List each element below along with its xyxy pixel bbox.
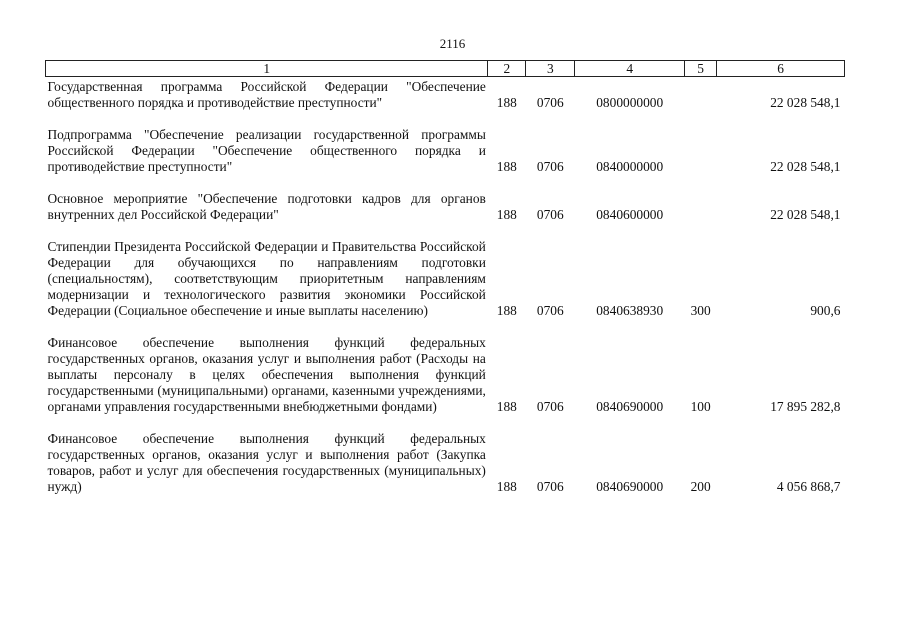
table-header-row xyxy=(46,61,845,77)
row-csr: 0840600000 xyxy=(596,207,664,222)
row-description: Основное мероприятие "Обеспечение подготовки кадров для органов внутренних дел Российской Федерации" xyxy=(47,191,486,222)
column-header-4: 4 xyxy=(575,61,685,77)
row-description: Финансовое обеспечение выполнения функций федеральных государственных органов, оказания услуг и выполнения работ (Закупка товаров, работ и услуг для обеспечения государственных (муниципальных) нужд) xyxy=(47,431,486,494)
column-header-6: 6 xyxy=(717,61,845,77)
row-amount: 22 028 548,1 xyxy=(770,159,841,174)
row-vr: 300 xyxy=(690,303,711,318)
row-rz: 0706 xyxy=(536,479,564,494)
row-vr xyxy=(685,77,717,126)
row-csr: 0840690000 xyxy=(596,399,664,414)
row-csr: 0840638930 xyxy=(596,303,664,318)
row-csr: 0800000000 xyxy=(596,95,664,110)
column-header-1: 1 xyxy=(46,61,488,77)
row-vr: 200 xyxy=(690,479,711,494)
row-csr: 0840000000 xyxy=(596,159,664,174)
row-rz: 0706 xyxy=(536,159,564,174)
row-gr: 188 xyxy=(496,479,517,494)
column-header-3: 3 xyxy=(526,61,575,77)
row-amount: 22 028 548,1 xyxy=(770,207,841,222)
row-rz: 0706 xyxy=(536,207,564,222)
row-vr xyxy=(685,125,717,189)
row-vr xyxy=(685,189,717,237)
column-header-5: 5 xyxy=(685,61,717,77)
row-amount: 900,6 xyxy=(810,303,841,318)
row-rz: 0706 xyxy=(536,303,564,318)
row-vr: 100 xyxy=(690,399,711,414)
row-gr: 188 xyxy=(496,399,517,414)
row-description: Государственная программа Российской Федерации "Обеспечение общественного порядка и противодействие преступности" xyxy=(47,79,486,110)
row-csr: 0840690000 xyxy=(596,479,664,494)
row-gr: 188 xyxy=(496,159,517,174)
row-gr: 188 xyxy=(496,207,517,222)
table-row xyxy=(46,237,845,333)
table-row xyxy=(46,333,845,429)
table-row xyxy=(46,125,845,189)
table-row xyxy=(46,429,845,509)
row-amount: 22 028 548,1 xyxy=(770,95,841,110)
row-description: Стипендии Президента Российской Федерации и Правительства Российской Федерации для обучающихся по направлениям подготовки (специальностям), соответствующим приоритетным направлениям модернизации и технологического развития экономики Российской Федерации (Социальное обеспечение и иные выплаты населению) xyxy=(47,239,486,318)
row-amount: 4 056 868,7 xyxy=(776,479,841,494)
row-amount: 17 895 282,8 xyxy=(770,399,841,414)
column-header-2: 2 xyxy=(488,61,526,77)
table-row xyxy=(46,77,845,126)
budget-table xyxy=(45,60,845,509)
row-gr: 188 xyxy=(496,303,517,318)
row-description: Финансовое обеспечение выполнения функций федеральных государственных органов, оказания услуг и выполнения работ (Расходы на выплаты персоналу в целях обеспечения выполнения функций государственными (муниципальными) органами, казенными учреждениями, органами управления государственными внебюджетными фондами) xyxy=(47,335,486,414)
page-number: 2116 xyxy=(439,36,466,51)
table-row xyxy=(46,189,845,237)
row-gr: 188 xyxy=(496,95,517,110)
row-rz: 0706 xyxy=(536,95,564,110)
row-description: Подпрограмма "Обеспечение реализации государственной программы Российской Федерации "Обеспечение общественного порядка и противодействие преступности" xyxy=(47,127,486,174)
row-rz: 0706 xyxy=(536,399,564,414)
